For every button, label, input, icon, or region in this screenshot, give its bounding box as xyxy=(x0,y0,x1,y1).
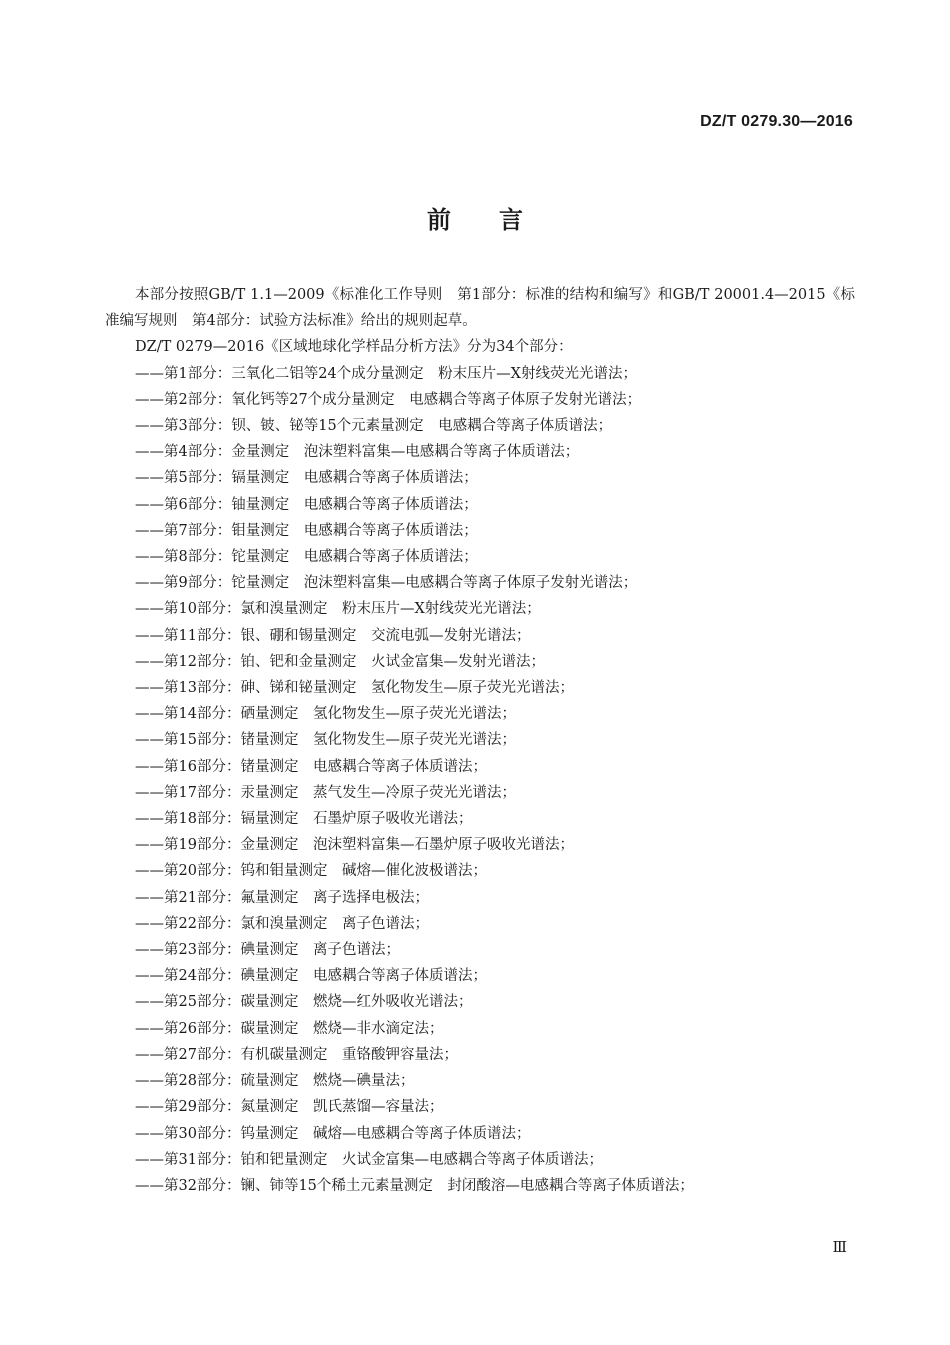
list-item: ——第13部分：砷、锑和铋量测定 氢化物发生—原子荧光光谱法； xyxy=(135,680,574,697)
list-item: ——第20部分：钨和钼量测定 碱熔—催化波极谱法； xyxy=(135,863,487,880)
list-item: ——第12部分：铂、钯和金量测定 火试金富集—发射光谱法； xyxy=(135,653,545,670)
list-item: ——第1部分：三氧化二铝等24个成分量测定 粉末压片—X射线荧光光谱法； xyxy=(135,365,637,382)
list-item: ——第8部分：铊量测定 电感耦合等离子体质谱法； xyxy=(135,549,478,566)
page-title: 前言 xyxy=(427,206,571,234)
document-body xyxy=(105,282,855,1199)
list-item: ——第19部分：金量测定 泡沫塑料富集—石墨炉原子吸收光谱法； xyxy=(135,837,574,854)
page-number: Ⅲ xyxy=(832,1238,847,1256)
parts-list xyxy=(105,361,855,1200)
list-item: ——第26部分：碳量测定 燃烧—非水滴定法； xyxy=(135,1020,444,1037)
list-item: ——第5部分：镉量测定 电感耦合等离子体质谱法； xyxy=(135,470,478,487)
list-item: ——第27部分：有机碳量测定 重铬酸钾容量法； xyxy=(135,1046,458,1063)
list-item: ——第29部分：氮量测定 凯氏蒸馏—容量法； xyxy=(135,1099,444,1116)
list-item: ——第32部分：镧、铈等15个稀土元素量测定 封闭酸溶—电感耦合等离子体质谱法； xyxy=(135,1177,694,1194)
parts-intro-paragraph: DZ/T 0279—2016《区域地球化学样品分析方法》分为34个部分： xyxy=(135,339,573,356)
standard-code: DZ/T 0279.30—2016 xyxy=(700,113,853,130)
list-item: ——第3部分：钡、铍、铋等15个元素量测定 电感耦合等离子体质谱法； xyxy=(135,418,613,435)
list-item: ——第17部分：汞量测定 蒸气发生—冷原子荧光光谱法； xyxy=(135,784,516,801)
list-item: ——第9部分：铊量测定 泡沫塑料富集—电感耦合等离子体原子发射光谱法； xyxy=(135,575,638,592)
list-item: ——第4部分：金量测定 泡沫塑料富集—电感耦合等离子体质谱法； xyxy=(135,444,580,461)
list-item: ——第2部分：氧化钙等27个成分量测定 电感耦合等离子体原子发射光谱法； xyxy=(135,391,642,408)
list-item: ——第30部分：钨量测定 碱熔—电感耦合等离子体质谱法； xyxy=(135,1125,531,1142)
list-item: ——第31部分：铂和钯量测定 火试金富集—电感耦合等离子体质谱法； xyxy=(135,1151,603,1168)
list-item: ——第18部分：镉量测定 石墨炉原子吸收光谱法； xyxy=(135,811,473,828)
list-item: ——第10部分：氯和溴量测定 粉末压片—X射线荧光光谱法； xyxy=(135,601,541,618)
list-item: ——第21部分：氟量测定 离子选择电极法； xyxy=(135,889,429,906)
list-item: ——第25部分：碳量测定 燃烧—红外吸收光谱法； xyxy=(135,994,473,1011)
list-item: ——第6部分：铀量测定 电感耦合等离子体质谱法； xyxy=(135,496,478,513)
list-item: ——第22部分：氯和溴量测定 离子色谱法； xyxy=(135,915,429,932)
intro-paragraph: 本部分按照GB/T 1.1—2009《标准化工作导则 第1部分：标准的结构和编写》和GB/T 20001.4—2015《标准编写规则 第4部分：试验方法标准》给出的规则起草。 xyxy=(105,287,855,330)
list-item: ——第23部分：碘量测定 离子色谱法； xyxy=(135,942,400,959)
list-item: ——第11部分：银、硼和锡量测定 交流电弧—发射光谱法； xyxy=(135,627,531,644)
list-item: ——第28部分：硫量测定 燃烧—碘量法； xyxy=(135,1073,415,1090)
list-item: ——第16部分：锗量测定 电感耦合等离子体质谱法； xyxy=(135,758,487,775)
list-item: ——第14部分：硒量测定 氢化物发生—原子荧光光谱法； xyxy=(135,706,516,723)
list-item: ——第24部分：碘量测定 电感耦合等离子体质谱法； xyxy=(135,968,487,985)
list-item: ——第15部分：锗量测定 氢化物发生—原子荧光光谱法； xyxy=(135,732,516,749)
list-item: ——第7部分：钼量测定 电感耦合等离子体质谱法； xyxy=(135,522,478,539)
